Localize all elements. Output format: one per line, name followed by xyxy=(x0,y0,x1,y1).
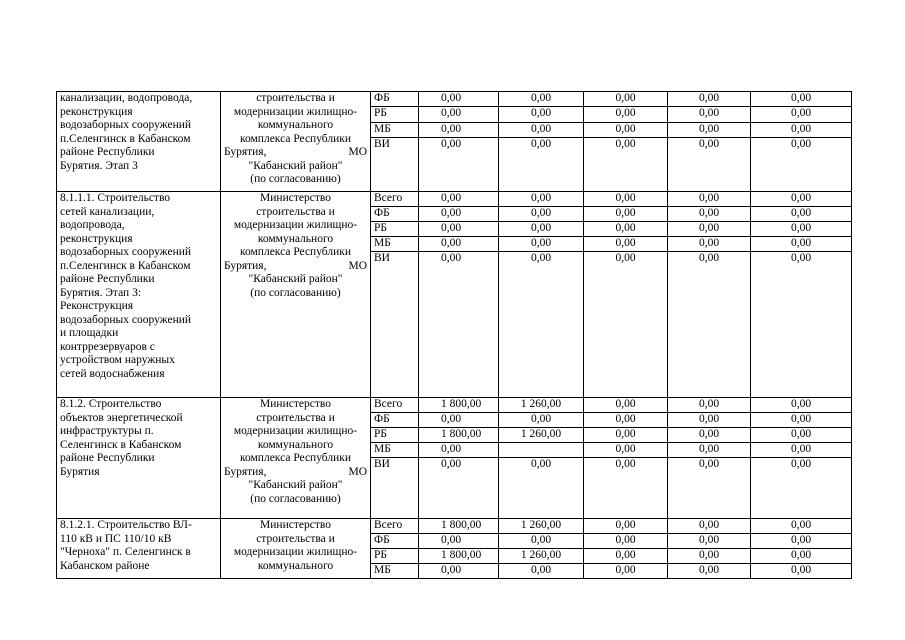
executor-line: строительства и xyxy=(256,92,335,104)
amount-cell: 0,00 xyxy=(668,398,751,413)
activity-name-line: канализации, водопровода, xyxy=(60,92,193,104)
executor-line: строительства и xyxy=(256,411,335,424)
activity-name-line: инфраструктуры п. xyxy=(60,425,154,437)
amount-cell: 0,00 xyxy=(751,458,852,519)
amount-cell: 0,00 xyxy=(499,92,584,107)
activity-name-line: 8.1.2. Строительство xyxy=(60,398,162,410)
executor-line: "Кабанский район" xyxy=(248,159,343,172)
amount-cell: 0,00 xyxy=(584,534,668,549)
amount-cell: 0,00 xyxy=(668,443,751,458)
executor-line: коммунального xyxy=(257,438,334,451)
executor-line: модернизации жилищно- xyxy=(233,219,358,231)
amount-cell: 1 800,00 xyxy=(419,398,499,413)
amount-cell: 0,00 xyxy=(584,192,668,207)
amount-cell: 0,00 xyxy=(668,207,751,222)
activity-name-line: Бурятия. Этап 3: xyxy=(60,286,142,299)
executor-justified-line xyxy=(224,260,367,274)
amount-cell: 0,00 xyxy=(584,413,668,428)
activity-name-line: районе Республики xyxy=(60,146,155,158)
activity-name-cell xyxy=(57,519,221,579)
amount-cell: 0,00 xyxy=(584,564,668,579)
executor-line: коммунального xyxy=(257,232,334,245)
amount-cell: 0,00 xyxy=(419,92,499,107)
amount-cell: 1 260,00 xyxy=(499,428,584,443)
executor-line: Министерство xyxy=(260,192,331,204)
amount-cell: 0,00 xyxy=(751,237,852,252)
amount-cell: 0,00 xyxy=(751,207,852,222)
funding-source-cell: Всего xyxy=(371,398,419,413)
activity-name-line: "Черноха" п. Селенгинск в xyxy=(60,546,191,558)
amount-cell: 0,00 xyxy=(584,107,668,123)
activity-name-line: Реконструкция xyxy=(60,300,134,312)
funding-source-cell: Всего xyxy=(371,192,419,207)
amount-cell: 0,00 xyxy=(499,252,584,398)
amount-cell: 1 800,00 xyxy=(419,519,499,534)
executor-cell xyxy=(221,92,371,192)
executor-line: (по согласованию) xyxy=(250,286,341,299)
executor-line: "Кабанский район" xyxy=(248,479,343,491)
activity-name-line: 110 кВ и ПС 110/10 кВ xyxy=(60,532,172,545)
amount-cell: 0,00 xyxy=(668,549,751,564)
amount-cell: 0,00 xyxy=(751,92,852,107)
amount-cell: 0,00 xyxy=(668,428,751,443)
executor-line: модернизации жилищно- xyxy=(233,105,358,118)
amount-cell: 0,00 xyxy=(419,458,499,519)
amount-cell: 0,00 xyxy=(584,519,668,534)
amount-cell: 0,00 xyxy=(668,519,751,534)
amount-cell xyxy=(499,443,584,458)
table-row xyxy=(57,398,852,413)
amount-cell: 0,00 xyxy=(668,107,751,123)
funding-source-cell: Всего xyxy=(371,519,419,534)
executor-justified-line xyxy=(224,146,367,160)
amount-cell: 1 260,00 xyxy=(499,398,584,413)
executor-cell xyxy=(221,519,371,579)
activity-name-line: водозаборных сооружений xyxy=(60,119,192,131)
amount-cell: 0,00 xyxy=(499,237,584,252)
funding-source-cell: ВИ xyxy=(371,458,419,519)
amount-cell: 0,00 xyxy=(668,252,751,398)
amount-cell: 0,00 xyxy=(751,549,852,564)
amount-cell: 0,00 xyxy=(751,398,852,413)
executor-cell xyxy=(221,398,371,519)
amount-cell: 0,00 xyxy=(584,458,668,519)
amount-cell: 0,00 xyxy=(499,192,584,207)
amount-cell: 0,00 xyxy=(668,123,751,138)
activity-name-line: п.Селенгинск в Кабанском xyxy=(60,132,191,145)
amount-cell: 0,00 xyxy=(419,413,499,428)
executor-line: Министерство xyxy=(260,398,331,410)
funding-source-cell: МБ xyxy=(371,443,419,458)
amount-cell: 0,00 xyxy=(668,564,751,579)
amount-cell: 0,00 xyxy=(584,92,668,107)
amount-cell: 0,00 xyxy=(499,222,584,237)
amount-cell: 1 800,00 xyxy=(419,428,499,443)
executor-line: (по согласованию) xyxy=(250,492,341,505)
executor-region: Бурятия, xyxy=(224,259,267,272)
amount-cell: 0,00 xyxy=(499,534,584,549)
executor-line: комплекса Республики xyxy=(239,452,352,464)
amount-cell: 0,00 xyxy=(419,252,499,398)
amount-cell: 0,00 xyxy=(419,138,499,192)
executor-mo: МО xyxy=(348,146,367,158)
table-row xyxy=(57,92,852,107)
amount-cell: 0,00 xyxy=(499,413,584,428)
executor-line: (по согласованию) xyxy=(250,173,341,185)
activity-name-line: реконструкция xyxy=(60,232,133,245)
amount-cell: 0,00 xyxy=(668,534,751,549)
executor-line: модернизации жилищно- xyxy=(233,546,358,558)
executor-line: "Кабанский район" xyxy=(248,273,343,285)
activity-name-line: сетей канализации, xyxy=(60,205,155,218)
executor-line: комплекса Республики xyxy=(239,132,352,145)
amount-cell: 0,00 xyxy=(668,222,751,237)
amount-cell: 0,00 xyxy=(668,192,751,207)
amount-cell: 0,00 xyxy=(419,237,499,252)
funding-source-cell: МБ xyxy=(371,564,419,579)
amount-cell: 0,00 xyxy=(751,519,852,534)
executor-cell xyxy=(221,192,371,398)
amount-cell: 0,00 xyxy=(668,138,751,192)
amount-cell: 0,00 xyxy=(751,138,852,192)
amount-cell: 1 260,00 xyxy=(499,519,584,534)
amount-cell: 0,00 xyxy=(584,222,668,237)
amount-cell: 0,00 xyxy=(419,192,499,207)
amount-cell: 0,00 xyxy=(668,458,751,519)
amount-cell: 0,00 xyxy=(751,222,852,237)
executor-line: коммунального xyxy=(257,119,334,131)
executor-line: комплекса Республики xyxy=(239,246,352,258)
amount-cell: 1 260,00 xyxy=(499,549,584,564)
table-row xyxy=(57,192,852,207)
amount-cell: 0,00 xyxy=(751,252,852,398)
activity-name-line: контррезервуаров с xyxy=(60,340,155,353)
amount-cell: 0,00 xyxy=(584,398,668,413)
activity-name-line: районе Республики xyxy=(60,452,155,464)
amount-cell: 0,00 xyxy=(419,107,499,123)
amount-cell: 0,00 xyxy=(499,458,584,519)
program-funding-table xyxy=(56,91,852,579)
executor-justified-line xyxy=(224,466,367,480)
funding-source-cell: РБ xyxy=(371,107,419,123)
amount-cell: 0,00 xyxy=(751,564,852,579)
amount-cell: 0,00 xyxy=(668,237,751,252)
executor-mo: МО xyxy=(348,259,367,272)
amount-cell: 0,00 xyxy=(584,443,668,458)
activity-name-line: Селенгинск в Кабанском xyxy=(60,438,182,451)
activity-name-line: объектов энергетической xyxy=(60,411,183,424)
activity-name-line: Бурятия. Этап 3 xyxy=(60,159,138,172)
activity-name-line: водозаборных сооружений xyxy=(60,246,192,258)
amount-cell: 0,00 xyxy=(668,92,751,107)
amount-cell: 0,00 xyxy=(668,413,751,428)
activity-name-line: и площадки xyxy=(60,327,119,339)
funding-source-cell: ФБ xyxy=(371,92,419,107)
amount-cell: 0,00 xyxy=(419,207,499,222)
funding-source-cell: ВИ xyxy=(371,138,419,192)
activity-name-cell xyxy=(57,192,221,398)
amount-cell: 0,00 xyxy=(584,123,668,138)
amount-cell: 0,00 xyxy=(584,207,668,222)
amount-cell: 0,00 xyxy=(584,138,668,192)
funding-source-cell: ФБ xyxy=(371,207,419,222)
executor-region: Бурятия, xyxy=(224,465,267,478)
activity-name-line: 8.1.2.1. Строительство ВЛ- xyxy=(60,519,192,531)
activity-name-line: районе Республики xyxy=(60,273,155,285)
amount-cell: 0,00 xyxy=(751,413,852,428)
activity-name-line: Кабанском районе xyxy=(60,559,150,572)
amount-cell: 0,00 xyxy=(419,564,499,579)
activity-name-cell xyxy=(57,92,221,192)
amount-cell: 0,00 xyxy=(751,107,852,123)
executor-line: коммунального xyxy=(257,559,334,572)
funding-source-cell: РБ xyxy=(371,428,419,443)
amount-cell: 0,00 xyxy=(751,123,852,138)
amount-cell: 0,00 xyxy=(751,192,852,207)
funding-source-cell: МБ xyxy=(371,237,419,252)
amount-cell: 0,00 xyxy=(499,107,584,123)
activity-name-line: водозаборных сооружений xyxy=(60,313,192,326)
amount-cell: 0,00 xyxy=(584,428,668,443)
funding-source-cell: МБ xyxy=(371,123,419,138)
funding-source-cell: РБ xyxy=(371,222,419,237)
activity-name-cell xyxy=(57,398,221,519)
funding-source-cell: ФБ xyxy=(371,413,419,428)
activity-name-line: водопровода, xyxy=(60,219,125,231)
amount-cell: 0,00 xyxy=(419,534,499,549)
activity-name-line: п.Селенгинск в Кабанском xyxy=(60,259,191,272)
activity-name-line: сетей водоснабжения xyxy=(60,367,165,380)
amount-cell: 0,00 xyxy=(584,237,668,252)
amount-cell: 0,00 xyxy=(584,252,668,398)
executor-line: строительства и xyxy=(256,532,335,545)
table-row xyxy=(57,519,852,534)
amount-cell: 0,00 xyxy=(499,138,584,192)
amount-cell: 0,00 xyxy=(499,207,584,222)
amount-cell: 0,00 xyxy=(419,443,499,458)
amount-cell: 0,00 xyxy=(419,123,499,138)
funding-source-cell: РБ xyxy=(371,549,419,564)
amount-cell: 0,00 xyxy=(751,443,852,458)
funding-source-cell: ВИ xyxy=(371,252,419,398)
executor-region: Бурятия, xyxy=(224,146,267,158)
activity-name-line: реконструкция xyxy=(60,105,133,118)
amount-cell: 1 800,00 xyxy=(419,549,499,564)
funding-source-cell: ФБ xyxy=(371,534,419,549)
amount-cell: 0,00 xyxy=(419,222,499,237)
activity-name-line: Бурятия xyxy=(60,465,100,478)
executor-mo: МО xyxy=(348,465,367,478)
activity-name-line: устройством наружных xyxy=(60,354,175,366)
amount-cell: 0,00 xyxy=(751,534,852,549)
executor-line: модернизации жилищно- xyxy=(233,425,358,437)
amount-cell: 0,00 xyxy=(584,549,668,564)
executor-line: Министерство xyxy=(260,519,331,531)
amount-cell: 0,00 xyxy=(751,428,852,443)
amount-cell: 0,00 xyxy=(499,123,584,138)
executor-line: строительства и xyxy=(256,205,335,218)
amount-cell: 0,00 xyxy=(499,564,584,579)
activity-name-line: 8.1.1.1. Строительство xyxy=(60,192,171,204)
